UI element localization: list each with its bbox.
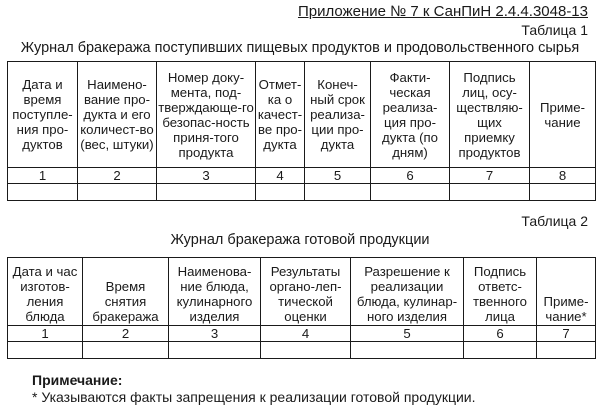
- table1-header-cell: Номер доку-мента, под-тверждающе-го безопас-ность приня-того продукта: [157, 62, 256, 168]
- table2-empty-cell: [537, 342, 596, 359]
- table2-header-cell: Время снятия бракеража: [83, 258, 169, 326]
- table1-header-cell: Дата и время поступле-ния про-дуктов: [8, 62, 78, 168]
- table1-column-number: 2: [78, 168, 157, 184]
- note-heading: Примечание:: [32, 372, 123, 388]
- table2-header-cell: Результаты органо-леп-тической оценки: [261, 258, 351, 326]
- table1-empty-cell: [256, 184, 305, 201]
- table1-header-cell: Приме-чание: [530, 62, 596, 168]
- table2-empty-cell: [351, 342, 464, 359]
- table1-header-row: [8, 62, 596, 168]
- table2-header-row: [8, 258, 596, 326]
- table1-empty-cell: [157, 184, 256, 201]
- table2-label: Таблица 2: [521, 213, 588, 229]
- table1-column-number: 3: [157, 168, 256, 184]
- table1-empty-cell: [530, 184, 596, 201]
- table2-empty-cell: [464, 342, 537, 359]
- table1-title: Журнал бракеража поступивших пищевых продуктов и продовольственного сырья: [20, 40, 580, 56]
- appendix-reference: Приложение № 7 к СанПиН 2.4.4.3048-13: [297, 3, 588, 20]
- table1-incoming-products-log: [7, 61, 596, 201]
- table1-column-number: 6: [371, 168, 450, 184]
- table2-title: Журнал бракеража готовой продукции: [170, 232, 430, 248]
- table1-empty-cell: [305, 184, 371, 201]
- table2-empty-row: [8, 342, 596, 359]
- table2-header-cell: Разрешение к реализации блюда, кулинар-ного изделия: [351, 258, 464, 326]
- table2-column-number: 2: [83, 326, 169, 342]
- table1-empty-cell: [371, 184, 450, 201]
- table1-column-number: 7: [450, 168, 530, 184]
- table2-empty-cell: [8, 342, 83, 359]
- table2-column-number: 1: [8, 326, 83, 342]
- table2-empty-cell: [83, 342, 169, 359]
- table1-empty-row: [8, 184, 596, 201]
- table1-column-number: 8: [530, 168, 596, 184]
- table2-empty-cell: [169, 342, 261, 359]
- note-text: * Указываются факты запрещения к реализации готовой продукции.: [32, 389, 476, 405]
- table2-column-number: 4: [261, 326, 351, 342]
- table2-column-number: 3: [169, 326, 261, 342]
- table1-header-cell: Факти-ческая реализа-ция про-дукта (по дням): [371, 62, 450, 168]
- table2-finished-products-log: [7, 257, 596, 359]
- table2-header-cell: Подпись ответс-твенного лица: [464, 258, 537, 326]
- table1-number-row: [8, 168, 596, 184]
- table1-header-cell: Наимено-вание про-дукта и его количест-во (вес, штуки): [78, 62, 157, 168]
- table1-label: Таблица 1: [521, 22, 588, 38]
- table1-header-cell: Подпись лиц, осу-ществляю-щих приемку продуктов: [450, 62, 530, 168]
- table1-empty-cell: [450, 184, 530, 201]
- table2-header-cell: Дата и час изготов-ления блюда: [8, 258, 83, 326]
- table1-empty-cell: [78, 184, 157, 201]
- table2-column-number: 6: [464, 326, 537, 342]
- table1-empty-cell: [8, 184, 78, 201]
- table1-column-number: 5: [305, 168, 371, 184]
- table2-column-number: 7: [537, 326, 596, 342]
- table1-header-cell: Конеч-ный срок реализа-ции про-дукта: [305, 62, 371, 168]
- table1-column-number: 4: [256, 168, 305, 184]
- table2-header-cell: Наименова-ние блюда, кулинарного изделия: [169, 258, 261, 326]
- table2-number-row: [8, 326, 596, 342]
- table2-empty-cell: [261, 342, 351, 359]
- table2-column-number: 5: [351, 326, 464, 342]
- table1-column-number: 1: [8, 168, 78, 184]
- table2-header-cell: Приме-чание*: [537, 258, 596, 326]
- table1-header-cell: Отмет-ка о качест-ве про-дукта: [256, 62, 305, 168]
